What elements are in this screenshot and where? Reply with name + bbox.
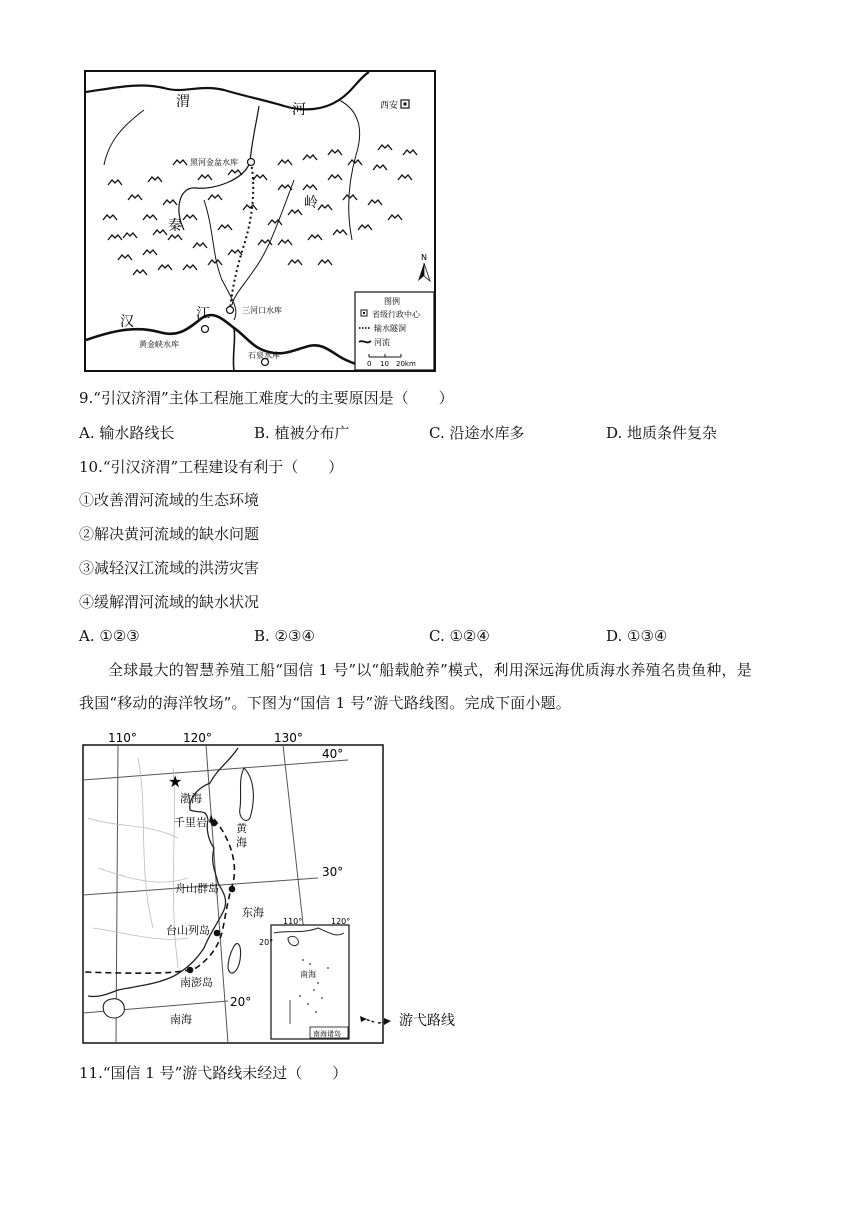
- q10-option-a[interactable]: A. ①②③: [79, 627, 140, 645]
- legend-item-river: 河流: [374, 338, 390, 347]
- label-qin: 秦: [168, 218, 182, 234]
- q10-statement-1: ①改善渭河流域的生态环境: [79, 491, 260, 509]
- lon-110: 110°: [108, 731, 137, 745]
- inset-lat-20: 20°: [259, 938, 274, 947]
- label-huangjinxia: 黄金峡水库: [139, 340, 179, 349]
- lon-130: 130°: [274, 731, 303, 745]
- sanhekou-reservoir-marker: [227, 307, 234, 314]
- q10-stem: 10.“引汉济渭”工程建设有利于（ ）: [79, 458, 344, 476]
- map-guoxin-route: [78, 728, 478, 1046]
- q10-statement-3: ③减轻汉江流域的洪涝灾害: [79, 559, 260, 577]
- scale-10: 10: [380, 360, 389, 368]
- passage-line-2: 我国“移动的海洋牧场”。下图为“国信 1 号”游弋路线图。完成下面小题。: [79, 694, 571, 712]
- label-zhoushan: 舟山群岛: [175, 882, 219, 895]
- inset-sea-label: 南海: [300, 970, 316, 979]
- stop-zhoushan: [229, 886, 236, 893]
- heihe-reservoir-marker: [248, 159, 255, 166]
- legend-item-tunnel: 输水隧洞: [374, 324, 406, 333]
- stop-nanao: [187, 967, 194, 974]
- scale-20km: 20km: [396, 360, 416, 368]
- lat-40: 40°: [322, 747, 344, 761]
- label-sanhekou: 三河口水库: [242, 306, 282, 315]
- q9-option-b[interactable]: B. 植被分布广: [254, 424, 350, 442]
- label-qianliyan: 千里岩: [174, 816, 207, 829]
- passage-line-1: 全球最大的智慧养殖工船“国信 1 号”以“船载舱养”模式，利用深远海优质海水养殖名贵鱼种，是: [108, 661, 752, 679]
- label-han: 汉: [120, 314, 134, 330]
- south-china-sea-inset: [259, 917, 350, 1039]
- inset-caption: 南海诸岛: [313, 1030, 341, 1038]
- inset-lon-110: 110°: [283, 917, 303, 926]
- label-heihe-reservoir: 黑河金盆水库: [190, 158, 238, 167]
- q10-statement-2: ②解决黄河流域的缺水问题: [79, 525, 260, 543]
- q9-stem: 9.“引汉济渭”主体工程施工难度大的主要原因是（ ）: [79, 389, 454, 407]
- label-donghai: 东海: [242, 906, 264, 919]
- label-ling: 岭: [304, 195, 318, 211]
- legend-route-label: 游弋路线: [399, 1013, 455, 1029]
- scale-0: 0: [367, 360, 372, 368]
- label-huanghai-1: 黄: [236, 822, 247, 835]
- beijing-star-icon: ★: [168, 772, 183, 791]
- q10-option-d[interactable]: D. ①③④: [606, 627, 668, 645]
- label-he: 河: [292, 102, 306, 118]
- huangjinxia-reservoir-marker: [202, 326, 209, 333]
- stop-taishan: [214, 930, 221, 937]
- label-xian: 西安: [380, 101, 399, 111]
- stop-qianliyan: [211, 820, 218, 827]
- hainan-island: [103, 999, 124, 1018]
- inset-lon-120: 120°: [331, 917, 351, 926]
- q10-option-c[interactable]: C. ①②④: [429, 627, 490, 645]
- label-huanghai-2: 海: [236, 836, 247, 849]
- q10-statement-4: ④缓解渭河流域的缺水状况: [79, 593, 260, 611]
- legend-arrow-right-icon: [384, 1018, 391, 1025]
- lon-120: 120°: [183, 731, 212, 745]
- label-bohai: 渤海: [180, 792, 202, 805]
- label-taishan: 台山列岛: [166, 924, 210, 937]
- label-nanhai: 南海: [170, 1013, 192, 1026]
- q9-option-a[interactable]: A. 输水路线长: [79, 424, 175, 442]
- q9-option-c[interactable]: C. 沿途水库多: [429, 424, 525, 442]
- q11-stem: 11.“国信 1 号”游弋路线未经过（ ）: [79, 1064, 348, 1082]
- legend-item-capital: 省级行政中心: [372, 310, 420, 319]
- label-wei: 渭: [176, 94, 190, 110]
- label-jiang: 江: [196, 306, 210, 322]
- q9-option-d[interactable]: D. 地质条件复杂: [606, 424, 718, 442]
- map-yinhanjiwei: [84, 70, 436, 372]
- label-nanao: 南澎岛: [180, 976, 213, 989]
- label-shiquan: 石泉水库: [248, 351, 280, 360]
- lat-20: 20°: [230, 995, 252, 1009]
- map1-legend: [355, 292, 434, 370]
- legend-title: 图例: [384, 297, 400, 306]
- svg-text:N: N: [421, 253, 427, 262]
- q10-option-b[interactable]: B. ②③④: [254, 627, 315, 645]
- lat-30: 30°: [322, 865, 344, 879]
